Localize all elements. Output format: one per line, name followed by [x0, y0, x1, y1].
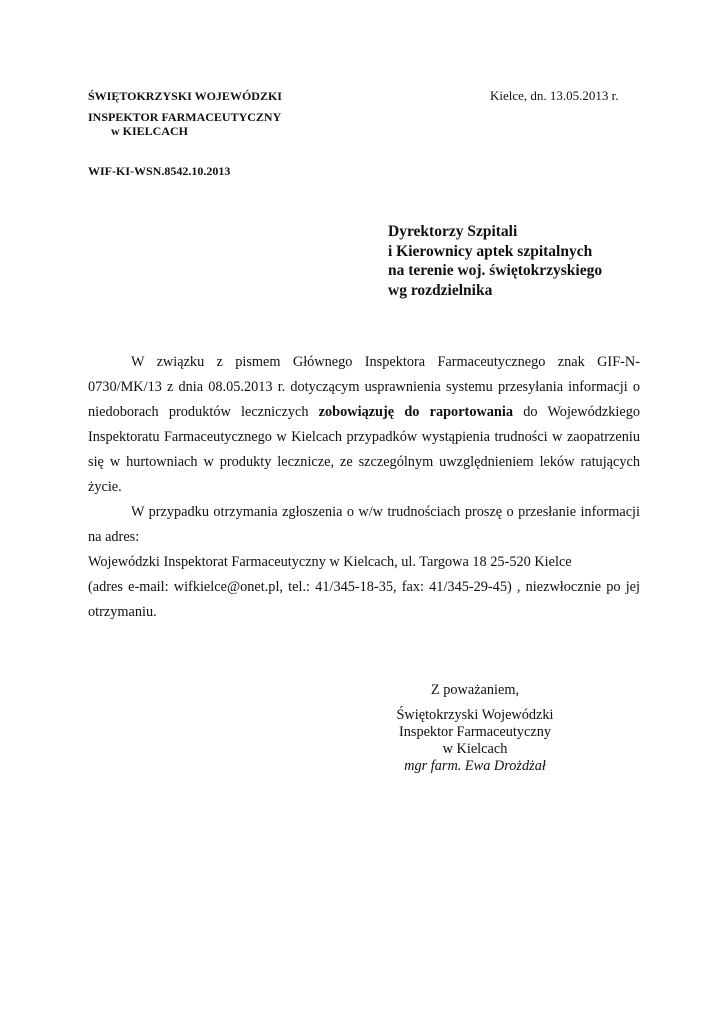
signer-name: mgr farm. Ewa Drożdżał — [404, 758, 546, 774]
paragraph-1-text: W związku z pismem Głównego Inspektora Farmaceutycznego znak GIF-N-0730/MK/13 z dnia 08.05.2013 r. dotyczącym usprawnienia systemu przesyłania informacji o niedoborach produktów leczniczych — [88, 354, 640, 420]
paragraph-1-emphasis: zobowiązuję do raportowania — [318, 404, 514, 420]
signature-line1: Świętokrzyski Wojewódzki — [396, 707, 554, 723]
signature-line2: Inspektor Farmaceutyczny — [398, 724, 552, 740]
paragraph-1-text-end: do Wojewódzkiego Inspektoratu Farmaceutycznego w Kielcach przypadków wystąpienia trudności w zaopatrzeniu się w hurtowniach w produkty lecznicze, ze szczególnym uwzględnieniem leków ratujących życie. — [88, 404, 640, 495]
signature-block — [370, 707, 580, 775]
greeting: Z poważaniem, — [430, 682, 520, 698]
paragraph-3: Wojewódzki Inspektorat Farmaceutyczny w Kielcach, ul. Targowa 18 25-520 Kielce — [88, 554, 572, 570]
authority-name-line1: ŚWIĘTOKRZYSKI WOJEWÓDZKI — [88, 89, 282, 103]
paragraph-1 — [88, 350, 640, 500]
paragraph-2: W przypadku otrzymania zgłoszenia o w/w trudnościach proszę o przesłanie informacji na adres: — [88, 504, 640, 545]
addressee — [388, 222, 602, 300]
addressee-line1: Dyrektorzy Szpitali — [388, 223, 518, 240]
place-date: Kielce, dn. 13.05.2013 r. — [490, 88, 619, 103]
reference-number: WIF-KI-WSN.8542.10.2013 — [88, 164, 231, 178]
letter-body — [88, 350, 640, 625]
addressee-line3: na terenie woj. świętokrzyskiego — [388, 262, 603, 279]
paragraph-4: (adres e-mail: wifkielce@onet.pl, tel.: 41/345-18-35, fax: 41/345-29-45) , niezwłocznie po jej otrzymaniu. — [88, 579, 640, 620]
signature-line3: w Kielcach — [442, 741, 508, 757]
addressee-line4: wg rozdzielnika — [388, 281, 493, 299]
addressee-line2: i Kierownicy aptek szpitalnych — [388, 242, 593, 260]
authority-name-line2: INSPEKTOR FARMACEUTYCZNY — [88, 110, 282, 124]
authority-name-line3: w KIELCACH — [111, 124, 189, 138]
